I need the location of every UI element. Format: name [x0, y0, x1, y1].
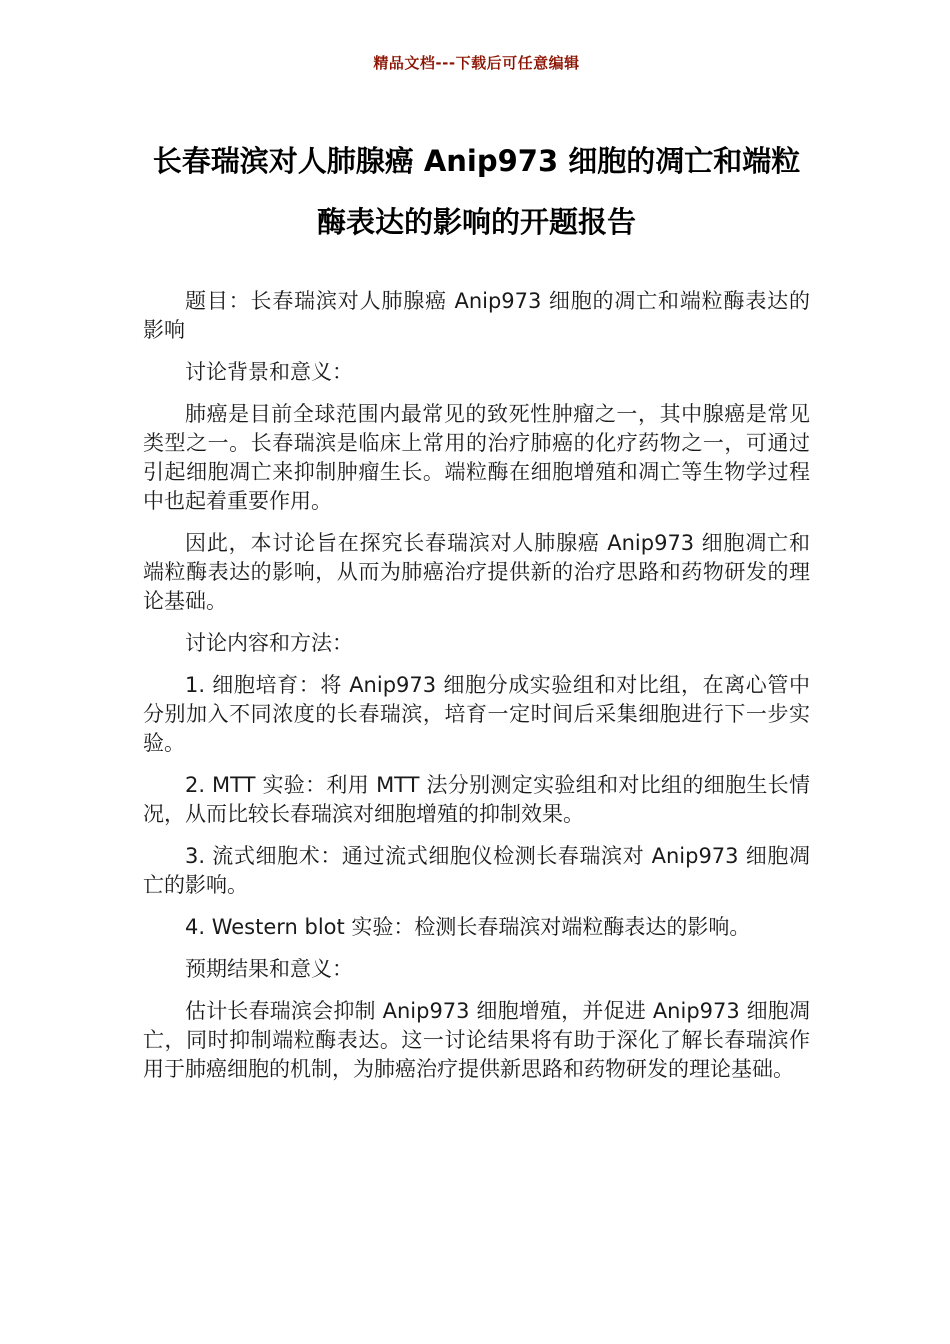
document-title: 长春瑞滨对人肺腺癌 Anip973 细胞的凋亡和端粒酶表达的影响的开题报告: [152, 144, 801, 239]
paragraph: 估计长春瑞滨会抑制 Anip973 细胞增殖，并促进 Anip973 细胞凋亡，同时抑制端粒酶表达。这一讨论结果将有助于深化了解长春瑞滨作用于肺癌细胞的机制，为肺癌治疗提供新思路和药物研发的理论基础。: [143, 998, 810, 1081]
paragraph-method-2: 2. MTT 实验：利用 MTT 法分别测定实验组和对比组的细胞生长情况，从而比较长春瑞滨对细胞增殖的抑制效果。: [143, 772, 810, 826]
document-body: [143, 287, 810, 1084]
paragraph: 因此，本讨论旨在探究长春瑞滨对人肺腺癌 Anip973 细胞凋亡和端粒酶表达的影响，从而为肺癌治疗提供新的治疗思路和药物研发的理论基础。: [143, 530, 810, 613]
paragraph-topic: 题目：长春瑞滨对人肺腺癌 Anip973 细胞的凋亡和端粒酶表达的影响: [143, 288, 810, 342]
paragraph-heading-background: 讨论背景和意义：: [185, 359, 353, 384]
paragraph-heading-expected-results: 预期结果和意义：: [185, 956, 353, 981]
watermark-text: 精品文档---下载后可任意编辑: [373, 54, 580, 72]
paragraph-method-4: 4. Western blot 实验：检测长春瑞滨对端粒酶表达的影响。: [185, 914, 751, 939]
paragraph-heading-methods: 讨论内容和方法：: [185, 630, 353, 655]
paragraph-method-3: 3. 流式细胞术：通过流式细胞仪检测长春瑞滨对 Anip973 细胞凋亡的影响。: [143, 843, 810, 897]
paragraph-method-1: 1. 细胞培育：将 Anip973 细胞分成实验组和对比组，在离心管中分别加入不同浓度的长春瑞滨，培育一定时间后采集细胞进行下一步实验。: [143, 672, 810, 755]
paragraph: 肺癌是目前全球范围内最常见的致死性肿瘤之一，其中腺癌是常见类型之一。长春瑞滨是临床上常用的治疗肺癌的化疗药物之一，可通过引起细胞凋亡来抑制肿瘤生长。端粒酶在细胞增殖和凋亡等生物学过程中也起着重要作用。: [143, 401, 810, 513]
